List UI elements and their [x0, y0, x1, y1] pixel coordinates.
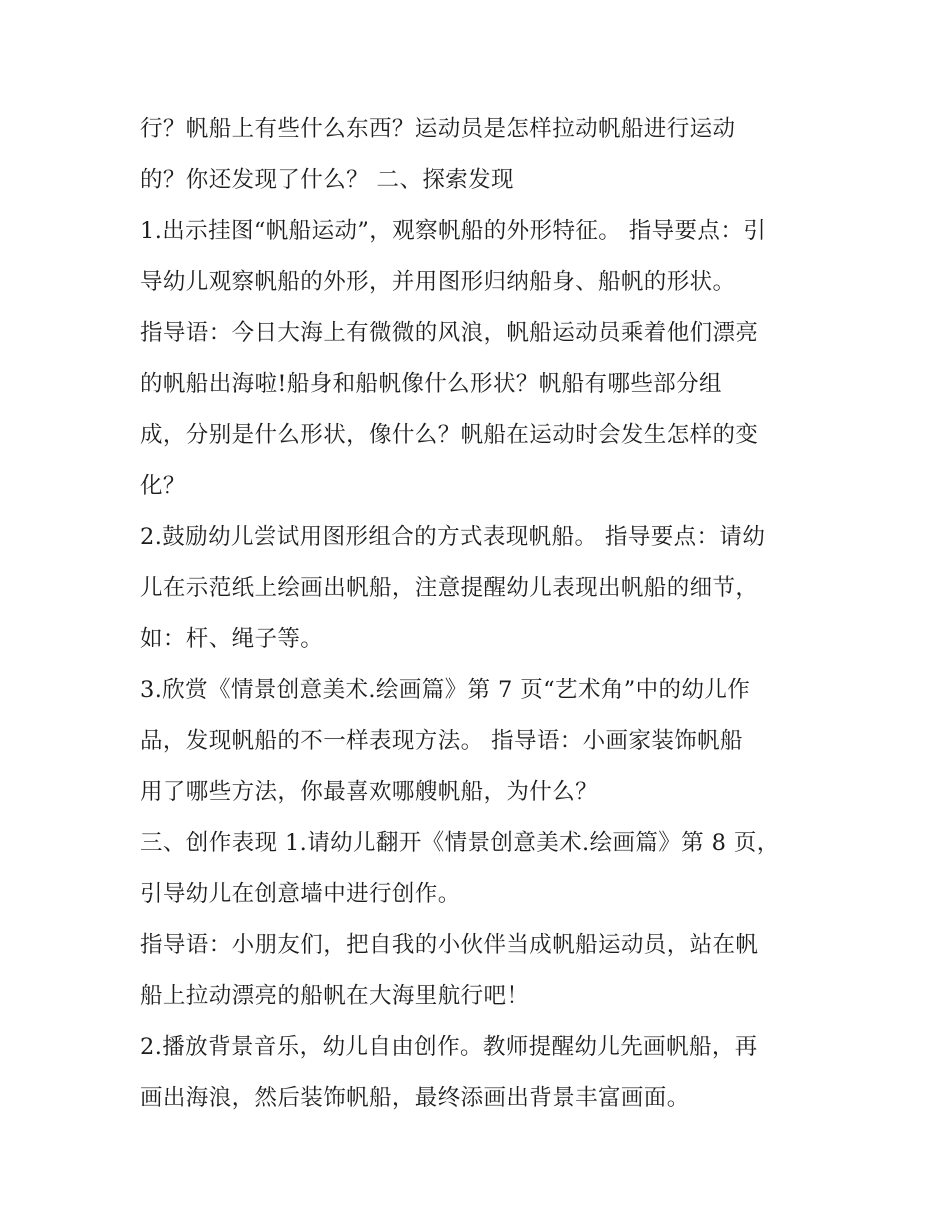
- text-line: 化？: [140, 473, 186, 499]
- text-line: 品，发现帆船的不一样表现方法。 指导语：小画家装饰帆船: [140, 728, 743, 754]
- text-line: 用了哪些方法，你最喜欢哪艘帆船，为什么？: [140, 779, 599, 805]
- text-line: 的帆船出海啦!船身和船帆像什么形状？帆船有哪些部分组: [140, 371, 722, 397]
- text-line: 三、创作表现 1.请幼儿翻开《情景创意美术.绘画篇》第 8 页，: [140, 830, 780, 856]
- text-line: 2.播放背景音乐，幼儿自由创作。教师提醒幼儿先画帆船，再: [140, 1034, 758, 1060]
- text-line: 2.鼓励幼儿尝试用图形组合的方式表现帆船。 指导要点：请幼: [140, 524, 766, 550]
- text-line: 引导幼儿在创意墙中进行创作。: [140, 881, 461, 907]
- text-line: 行？帆船上有些什么东西？运动员是怎样拉动帆船进行运动: [140, 116, 736, 142]
- text-line: 指导语：今日大海上有微微的风浪，帆船运动员乘着他们漂亮: [140, 320, 759, 346]
- text-line: 3.欣赏《情景创意美术.绘画篇》第 7 页“艺术角”中的幼儿作: [140, 677, 751, 703]
- text-line: 如：杆、绳子等。: [140, 626, 324, 652]
- text-line: 画出海浪，然后装饰帆船，最终添画出背景丰富画面。: [140, 1085, 690, 1111]
- text-line: 船上拉动漂亮的船帆在大海里航行吧！: [140, 983, 530, 1009]
- text-line: 1.出示挂图“帆船运动”，观察帆船的外形特征。 指导要点：引: [140, 218, 767, 244]
- text-line: 导幼儿观察帆船的外形，并用图形归纳船身、船帆的形状。: [140, 269, 736, 295]
- text-line: 指导语：小朋友们，把自我的小伙伴当成帆船运动员，站在帆: [140, 932, 759, 958]
- text-line: 成，分别是什么形状，像什么？帆船在运动时会发生怎样的变: [140, 422, 759, 448]
- document-body: [140, 104, 830, 1124]
- text-line: 的？你还发现了什么？ 二、探索发现: [140, 167, 514, 193]
- text-line: 儿在示范纸上绘画出帆船，注意提醒幼儿表现出帆船的细节，: [140, 575, 759, 601]
